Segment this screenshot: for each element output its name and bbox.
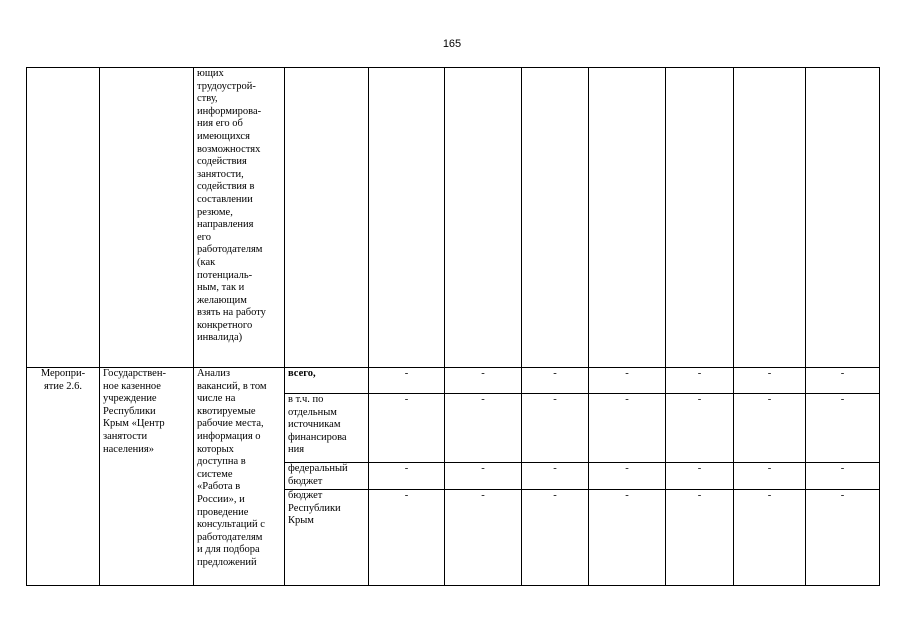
value-cell: -: [445, 463, 522, 490]
value-cell: -: [666, 394, 734, 463]
value-cell: -: [522, 368, 589, 394]
value-cell: -: [589, 490, 666, 586]
funding-source: всего,: [285, 368, 369, 394]
value-cell: -: [734, 368, 806, 394]
cell-empty: [522, 68, 589, 368]
cell-empty: [589, 68, 666, 368]
value-cell: -: [589, 368, 666, 394]
event-executor: Государствен- ное казенное учреждение Республики Крым «Центр занятости населения»: [100, 368, 194, 586]
funding-source: бюджет Республики Крым: [285, 490, 369, 586]
value-cell: -: [734, 463, 806, 490]
value-cell: -: [369, 463, 445, 490]
funding-row: [27, 368, 880, 394]
value-cell: -: [445, 368, 522, 394]
value-cell: -: [369, 394, 445, 463]
funding-table: [26, 67, 880, 586]
cell-empty: [445, 68, 522, 368]
value-cell: -: [522, 490, 589, 586]
value-cell: -: [734, 490, 806, 586]
funding-source: в т.ч. по отдельным источникам финансирова ния: [285, 394, 369, 463]
cell-empty: [806, 68, 880, 368]
value-cell: -: [522, 394, 589, 463]
value-cell: -: [666, 463, 734, 490]
cell-empty: [369, 68, 445, 368]
event-label: Меропри- ятие 2.6.: [27, 368, 100, 586]
cell-empty: [100, 68, 194, 368]
value-cell: -: [369, 490, 445, 586]
event-description: Анализ вакансий, в том числе на квотируемые рабочие места, информация о которых доступна в системе «Работа в России», и проведение консультаций с работодателям и для подбора предложений: [194, 368, 285, 586]
value-cell: -: [589, 463, 666, 490]
value-cell: -: [734, 394, 806, 463]
value-cell: -: [445, 394, 522, 463]
cell-empty: [666, 68, 734, 368]
funding-source: федеральный бюджет: [285, 463, 369, 490]
page-number: 165: [442, 38, 462, 50]
value-cell: -: [666, 490, 734, 586]
value-cell: -: [806, 490, 880, 586]
cell-empty: [734, 68, 806, 368]
value-cell: -: [445, 490, 522, 586]
value-cell: -: [806, 368, 880, 394]
continuation-description: ющих трудоустрой- ству, информирова- ния его об имеющихся возможностях содействия занятости, содействия в составлении резюме, направления его работодателям (как потенциаль- ным, так и желающим взять на работу конкретного инвалида): [194, 68, 285, 368]
value-cell: -: [666, 368, 734, 394]
cell-empty: [285, 68, 369, 368]
value-cell: -: [589, 394, 666, 463]
cell-empty: [27, 68, 100, 368]
continuation-row: [27, 68, 880, 368]
value-cell: -: [522, 463, 589, 490]
value-cell: -: [369, 368, 445, 394]
value-cell: -: [806, 394, 880, 463]
value-cell: -: [806, 463, 880, 490]
